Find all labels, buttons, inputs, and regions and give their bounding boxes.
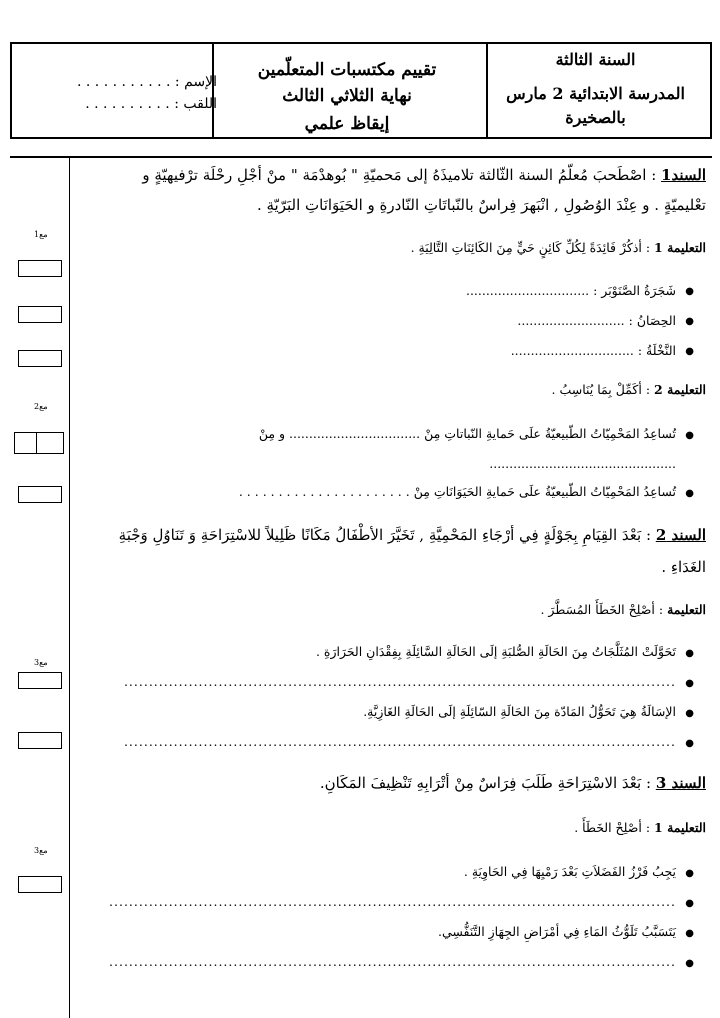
instruction-4-text: : أصْلِحْ الخَطَأَ . (574, 820, 655, 835)
sanad2-label: السند 2 (655, 526, 706, 544)
bullet: ● (685, 708, 694, 719)
exam-title: تقييم مكتسبات المتعلّمين (257, 60, 437, 80)
bullet: ● (685, 898, 694, 909)
criterion-label-2: مع2 (34, 402, 48, 411)
bullet: ● (685, 738, 694, 749)
instruction-2-text: : أكَمِّلْ بِمَا يُنَاسِبُ . (551, 382, 655, 397)
score-box-split (14, 432, 64, 454)
bullet: ● (685, 488, 694, 499)
exam-subject: إيقاظ علمي (304, 114, 390, 134)
sentence-waste: يَجِبُ فَرْزُ الفَضَلاَتِ بَعْدَ رَمْيِهَا فِي الحَاوِيَةِ . (463, 864, 676, 879)
instruction-2 (552, 382, 706, 397)
instruction-1-label: التعليمة 1 (654, 240, 706, 255)
header-divider-left (212, 44, 214, 137)
answer-line: .................................................................................................................. (109, 894, 676, 909)
bullet: ● (685, 958, 694, 969)
student-surname-field: اللقب : . . . . . . . . . . (85, 96, 217, 112)
school-location: بالصخيرة (565, 108, 626, 127)
instruction-3-text: : أصْلِحْ الخَطَأَ المُسَطَّرَ . (540, 602, 668, 617)
grade-label: السنة الثالثة (555, 50, 636, 69)
content-top-rule (10, 156, 712, 158)
score-box (18, 732, 62, 749)
instruction-4 (574, 820, 706, 835)
answer-line: ............................................................................................................... (123, 734, 676, 749)
sanad3-text: : بَعْدَ الاسْتِرَاحَةِ طَلَبَ فِرَاسٌ مِنْ أتْرَابِهِ تَنْظِيفَ المَكَانِ. (319, 774, 656, 792)
score-box (18, 260, 62, 277)
school-name: المدرسة الابتدائية 2 مارس (506, 84, 685, 103)
fill-plants: تُساعِدُ المَحْمِيّاتُ الطّبيعيّةُ علَى حَمايةِ النّباتاتِ مِنْ ................................. و مِنْ (258, 426, 676, 441)
sanad3-line1 (320, 774, 706, 792)
header-box (10, 42, 712, 139)
score-box (18, 486, 62, 503)
bullet: ● (685, 678, 694, 689)
sanad1-label: السند1 (661, 166, 706, 184)
sentence-liquefaction: الإسَالَةُ هِيَ تَحَوُّلُ المَادّة مِنَ الحَالَةِ السّائِلَةِ إلَى الحَالَةِ الغَازِيَّةِ. (363, 704, 676, 719)
score-box (18, 672, 62, 689)
score-column-line (69, 156, 70, 1018)
sanad2-text: : بَعْدَ القِيَامِ بِجَوْلَةٍ فِي أرْجَاءِ المَحْمِيَّةِ , تَخَيَّرَ الأطْفَالُ مَكَانًا ظَلِيلاً للاسْتِرَاحَةِ وَ تَنَاوُلِ وَجْبَةِ (118, 526, 656, 544)
bullet: ● (685, 430, 694, 441)
bullet: ● (685, 928, 694, 939)
answer-line: ............................................................................................................... (123, 674, 676, 689)
sanad2-line2: الغَدَاءِ . (661, 558, 706, 576)
fill-animals: تُساعِدُ المَحْمِيّاتُ الطّبيعيّةُ علَى حَمايةِ الحَيَوَانَاتِ مِنْ . . . . . . . . . . . . . . . . . . . . . . (238, 484, 676, 499)
bullet: ● (685, 286, 694, 297)
sentence-water: يَتَسَبَّبُ تَلَوُّثُ المَاءِ فِي أمْرَاضِ الجِهَازِ التَّنَفُّسِي. (437, 924, 676, 939)
criterion-label-3: مع3 (34, 658, 48, 667)
score-box (18, 876, 62, 893)
exam-period: نهاية الثلاثي الثالث (282, 86, 412, 106)
fill-plants-cont: ............................................... (489, 456, 676, 471)
sentence-melting: تَحَوَّلَتْ المُثَلَّجَاتُ مِنَ الحَالَةِ الصُّلبَةِ إلَى الحَالَةِ السَّائِلَةِ بِفِقْدَانِ الحَرَارَةِ . (315, 644, 676, 659)
criterion-label-1: مع1 (34, 230, 48, 239)
instruction-3 (540, 602, 706, 617)
score-box (18, 306, 62, 323)
answer-horse: الحِصَانُ : ........................... (517, 313, 676, 328)
header-divider-right (486, 44, 488, 137)
bullet: ● (685, 868, 694, 879)
bullet: ● (685, 648, 694, 659)
sanad2-line1 (119, 526, 706, 544)
bullet: ● (685, 346, 694, 357)
sanad1-text: : اصْطَحبَ مُعلّمُ السنة الثّالثة تلاميذَهُ إلى مَحميّةِ " بُوهدْمَة " منْ أجْلِ رحْلَة ترْفيهيّةٍ و (142, 166, 662, 184)
instruction-4-label: التعليمة 1 (654, 820, 706, 835)
student-name-field: الإسم : . . . . . . . . . . . (77, 74, 217, 90)
sanad1-line1 (142, 166, 706, 184)
answer-pine: شَجَرَةُ الصَّنَوْبَر : ............................... (465, 283, 676, 298)
instruction-3-label: التعليمة (667, 602, 706, 617)
score-box (18, 350, 62, 367)
instruction-2-label: التعليمة 2 (654, 382, 706, 397)
bullet: ● (685, 316, 694, 327)
instruction-1-text: : أذكُرْ فَائِدَةً لِكُلِّ كَائِنٍ حَيٍّ مِنَ الكَائِنَاتِ التَّالِيَةِ . (410, 240, 655, 255)
answer-line: .................................................................................................................. (109, 954, 676, 969)
instruction-1 (411, 240, 706, 255)
criterion-label-4: مع3 (34, 846, 48, 855)
answer-palm: النَّخْلَةُ : ............................... (510, 343, 676, 358)
sanad3-label: السند 3 (655, 774, 706, 792)
sanad1-line2: تعْليميّةٍ . و عِنْدَ الوُصُولِ , انْبَهرَ فِراسٌ بالنّباتَاتِ النّادرةِ و الحَيَوَانَاتِ البَرّيّةِ . (256, 196, 706, 214)
